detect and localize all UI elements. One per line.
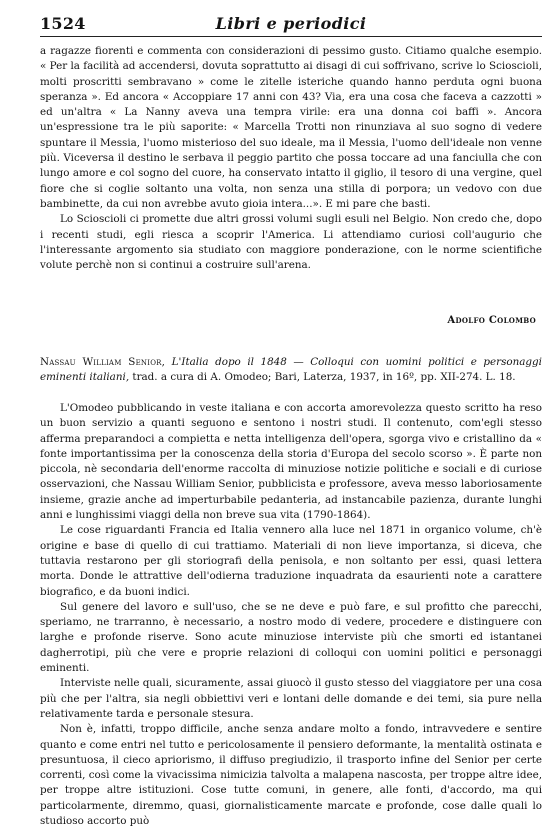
paragraph: Interviste nelle quali, sicuramente, assai giuocò il gusto stesso del viaggiatore per una cosa più che per l'altra, sia negli obbiettivi veri e lontani delle domande e dei temi, sia pure nella relativamente tarda e personale stesura. (40, 677, 542, 720)
running-head: Libri e periodici (215, 13, 367, 33)
header-rule (40, 36, 542, 37)
paragraph: Le cose riguardanti Francia ed Italia vennero alla luce nel 1871 in organico volume, ch'è origine e base di quello di cui trattiamo. Materiali di non lieve importanza, si diceva, che tuttavia restarono per gli storiografi della penisola, e non soltanto per essi, quasi lettera morta. Donde le attrattive dell'odierna traduzione inquadrata da esaurienti note a carattere biografico, e da buoni indici. (40, 524, 542, 598)
reviewer-signature: Adolfo Colombo (447, 315, 536, 326)
paragraph: Lo Scioscioli ci promette due altri grossi volumi sugli esuli nel Belgio. Non credo che, dopo i recenti studi, egli riesca a scoprir l'America. Li attendiamo curiosi coll'augurio che l'interessante argomento sia studiato con maggiore ponderazione, con le norme scientifiche volute perchè non si continui a costruire sull'arena. (40, 213, 542, 272)
page-number: 1524 (40, 13, 86, 33)
review-heading (40, 355, 542, 386)
review-continuation (40, 44, 542, 273)
paragraph: Sul genere del lavoro e sull'uso, che se ne deve e può fare, e sul profitto che parecchi, speriamo, ne trarranno, è necessario, a nostro modo di vedere, procedere e distinguere con larghe e profonde riserve. Sono acute minuziose interviste più che smorti ed istantanei dagherrotipi, più che vere e proprie relazioni di colloqui con uomini politici e personaggi eminenti. (40, 600, 542, 675)
book-title: L'Italia dopo il 1848 — Colloqui con uomini politici e personaggi eminenti italiani, (40, 356, 542, 384)
book-details: trad. a cura di A. Omodeo; Bari, Laterza, 1937, in 16º, pp. XII-274. L. 18. (132, 371, 516, 384)
paragraph: a ragazze fiorenti e commenta con considerazioni di pessimo gusto. Citiamo qualche esempio. « Per la facilità ad accendersi, dovuta soprattutto ai disagi di cui soffrivano, scrive lo Scioscioli, molti proscritti sembravano » come le zitelle isteriche quando hanno perduta ogni buona speranza ». Ed ancora « Accoppiare 17 anni con 43? Via, era una cosa che faceva a cazzotti » ed un'altra « La Nanny aveva una tempra virile: era una donna coi baffi ». Ancora un'espressione tra le più saporite: « Marcella Trotti non rinunziava al suo sogno di vedere spuntare il Messia, l'uomo misterioso del suo ideale, ma il Messia, l'uomo dell'ideale non venne più. Viceversa il destino le serbava il peggio partito che possa toccare ad una fanciulla che con lungo amore e col sogno del cuore, ha conservato intatto il giglio, il tesoro di una vergine, quel fiore che si coglie soltanto una volta, non senza una stilla di porpora; un vedovo con due bambinette, da cui non avrebbe avuto gioia intera...». E mi pare che basti. (40, 45, 542, 210)
book-author: Nassau William Senior, (40, 356, 166, 368)
page-header (40, 10, 542, 36)
paragraph: Non è, infatti, troppo difficile, anche senza andare molto a fondo, intravvedere e sentire quanto e come entri nel tutto e pericolosamente il pensiero deformante, la mentalità ostinata e presuntuosa, il cieco apriorismo, il diffuso pregiudizio, il trasporto infine del Senior per certe correnti, così come la vivacissima nimicizia talvolta a malapena nascosta, per troppe altre idee, per troppe altre istituzioni. Cose tutte comuni, in genere, alle fonti, d'accordo, ma qui particolarmente, diremmo, quasi, giornalisticamente marcate e profonde, cose dalle quali lo studioso accorto può (40, 723, 542, 828)
review-body (40, 401, 542, 829)
paragraph: L'Omodeo pubblicando in veste italiana e con accorta amorevolezza questo scritto ha reso un buon servizio a quanti seguono e sentono i nostri studi. Il contenuto, com'egli stesso afferma preparandoci a compietta e netta intelligenza dell'opera, sgorga vivo e cristallino da « fonte importantissima per la conoscenza della storia d'Europa del secolo scorso ». È parte non piccola, nè secondaria dell'enorme raccolta di minuziose notizie politiche e sociali e di curiose osservazioni, che Nassau William Senior, pubblicista e professore, aveva messo laboriosamente insieme, grazie anche ad imperturbabile pedanteria, ad instancabile pazienza, durante lunghi anni e lunghissimi viaggi della non breve sua vita (1790-1864). (40, 402, 542, 522)
